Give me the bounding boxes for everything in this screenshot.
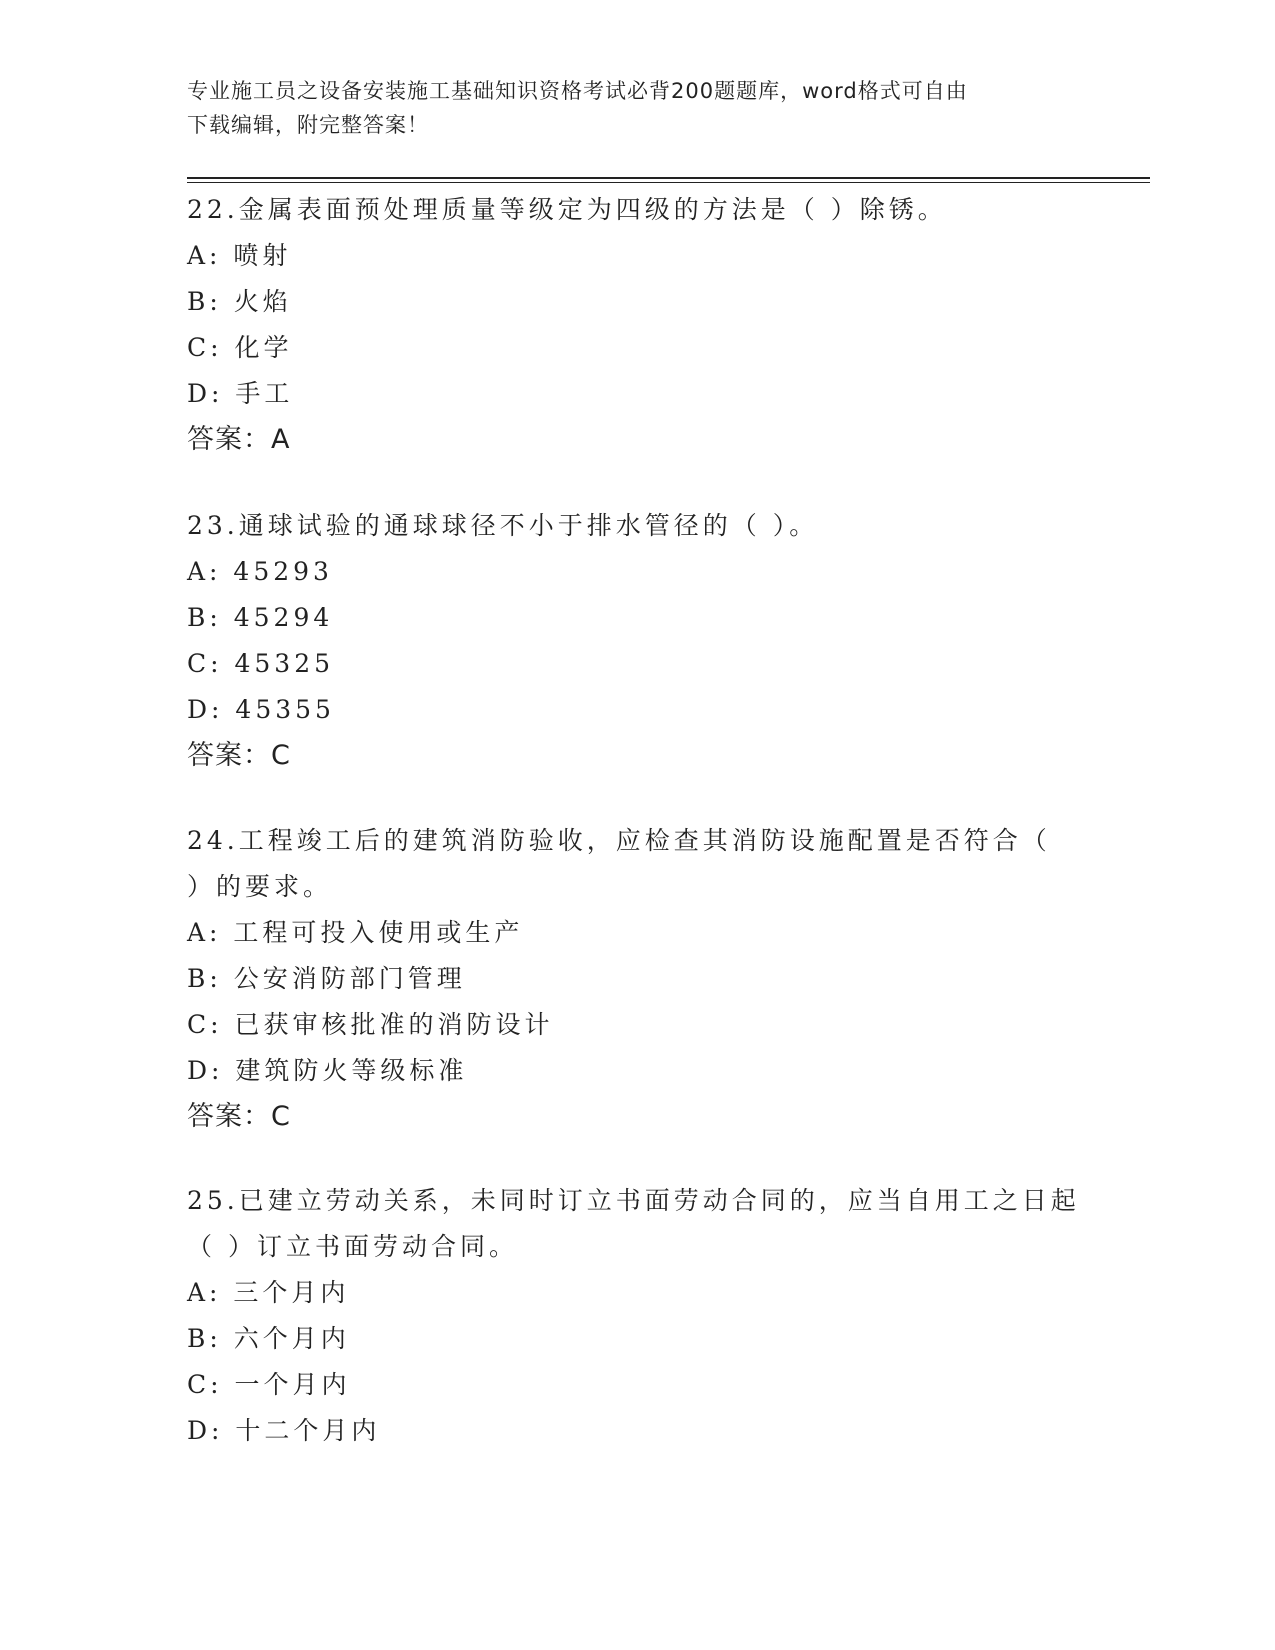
answer-line: 答案：C bbox=[187, 1101, 291, 1132]
option-b: B: 公安消防部门管理 bbox=[187, 964, 466, 993]
header-line-2: 下载编辑，附完整答案！ bbox=[187, 113, 429, 137]
option-c: C: 一个月内 bbox=[187, 1370, 351, 1399]
answer-line: 答案：A bbox=[187, 424, 291, 455]
option-a: A: 工程可投入使用或生产 bbox=[187, 918, 524, 947]
option-a: A: 三个月内 bbox=[187, 1278, 350, 1307]
question-25 bbox=[187, 1178, 1127, 1454]
option-c: C: 已获审核批准的消防设计 bbox=[187, 1010, 554, 1039]
option-b: B: 六个月内 bbox=[187, 1324, 350, 1353]
option-c: C: 化学 bbox=[187, 333, 293, 362]
question-stem-line-2: （ ）订立书面劳动合同。 bbox=[187, 1232, 518, 1261]
option-b: B: 火焰 bbox=[187, 287, 292, 316]
option-b: B: 45294 bbox=[187, 603, 334, 632]
question-stem: 22.金属表面预处理质量等级定为四级的方法是（ ）除锈。 bbox=[187, 195, 947, 224]
header-line-1: 专业施工员之设备安装施工基础知识资格考试必背200题题库，word格式可自由 bbox=[187, 79, 968, 103]
question-stem-line-1: 24.工程竣工后的建筑消防验收，应检查其消防设施配置是否符合（ bbox=[187, 826, 1051, 855]
option-d: D: 十二个月内 bbox=[187, 1416, 381, 1445]
question-stem-line-1: 25.已建立劳动关系，未同时订立书面劳动合同的，应当自用工之日起 bbox=[187, 1186, 1080, 1215]
document-header bbox=[187, 74, 1087, 142]
option-d: D: 45355 bbox=[187, 695, 335, 724]
question-24 bbox=[187, 818, 1127, 1140]
option-d: D: 建筑防火等级标准 bbox=[187, 1056, 468, 1085]
option-a: A: 喷射 bbox=[187, 241, 292, 270]
question-22 bbox=[187, 187, 1127, 463]
header-divider-thick bbox=[187, 177, 1150, 179]
question-stem-line-2: ）的要求。 bbox=[187, 872, 333, 901]
option-d: D: 手工 bbox=[187, 379, 294, 408]
option-c: C: 45325 bbox=[187, 649, 335, 678]
question-stem: 23.通球试验的通球球径不小于排水管径的（ ）。 bbox=[187, 511, 819, 540]
option-a: A: 45293 bbox=[187, 557, 333, 586]
question-23 bbox=[187, 503, 1127, 779]
header-divider-thin bbox=[187, 182, 1150, 183]
answer-line: 答案：C bbox=[187, 740, 291, 771]
